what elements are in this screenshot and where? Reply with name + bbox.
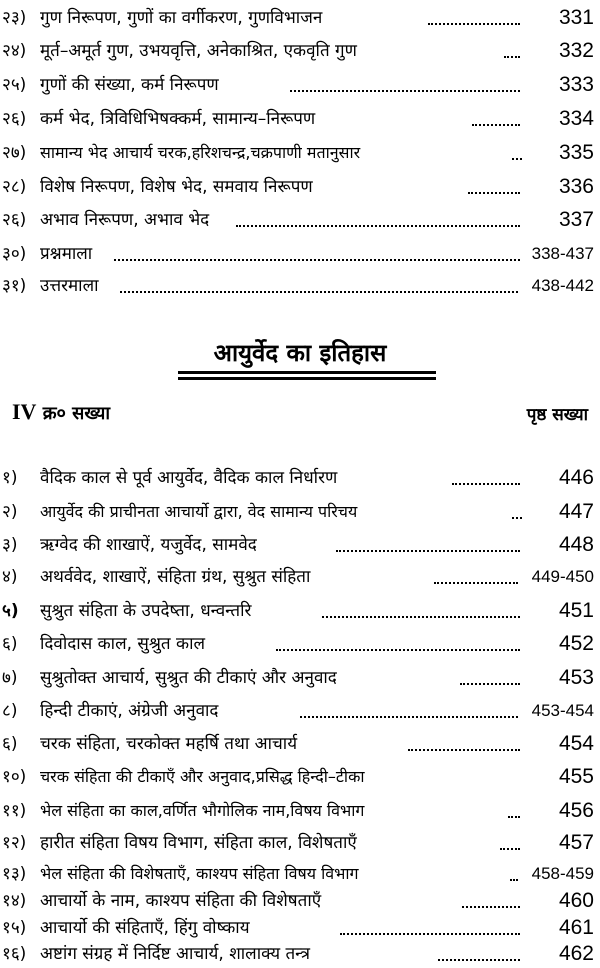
entry-page: 454 [558,732,594,755]
entry-page: 456 [558,799,594,822]
entry-number: २८) [2,177,27,197]
dot-leader [510,879,518,881]
entry-page: 331 [558,6,594,29]
entry-title: सुश्रुतोक्त आचार्य, सुश्रुत की टीकाएं और अनुवाद [40,668,337,688]
dot-leader [512,517,522,519]
entry-page: 458-459 [531,864,594,883]
entry-page: 336 [558,175,594,198]
toc-entry [0,860,600,888]
entry-number: ४) [2,567,18,587]
entry-page: 453 [558,666,594,689]
entry-title: ऋग्वेद की शाखाऐं, यजुर्वेद, सामवेद [40,535,257,555]
toc-entry [0,763,600,791]
entry-title: दिवोदास काल, सुश्रुत काल [40,634,206,654]
toc-entry [0,464,600,492]
entry-number: २५) [2,75,27,95]
entry-title: भेल संहिता का काल,वर्णित भौगोलिक नाम,विषय विभाग [40,801,365,820]
dot-leader [508,816,520,818]
entry-number: ३०) [2,244,27,264]
entry-page: 448 [558,533,594,556]
entry-number: ३१) [2,276,27,296]
part-numeral: IV [12,399,37,424]
entry-number: ७) [2,668,18,688]
entry-number: ८) [2,701,18,721]
toc-entry [0,887,600,915]
entry-page: 438-442 [531,276,594,295]
toc-entry [0,531,600,559]
toc-entry [0,563,600,591]
entry-page: 460 [558,889,594,912]
entry-title: अभाव निरूपण, अभाव भेद [40,210,210,230]
dot-leader [276,649,520,651]
toc-entry [0,797,600,825]
entry-title: सामान्य भेद आचार्य चरक,हरिशचन्द्र,चक्रपाणी मतानुसार [40,143,361,162]
entry-page: 334 [558,107,594,130]
toc-entry [0,630,600,658]
entry-title: चरक संहिता, चरकोक्त महर्षि तथा आचार्य [40,734,298,754]
dot-leader [452,483,520,485]
column-header-page: पृष्ठ सख्या [526,405,588,425]
entry-title: आयुर्वेद की प्राचीनता आचार्यो द्वारा, वेद सामान्य परिचय [40,502,358,521]
entry-page: 446 [558,466,594,489]
dot-leader [336,550,520,552]
entry-page: 338-437 [531,244,594,263]
entry-number: १२) [2,833,27,853]
entry-number: ५) [2,601,19,621]
entry-number: २३) [2,8,27,28]
entry-number: २) [2,502,18,522]
toc-entry [0,730,600,758]
section-title: आयुर्वेद का इतिहास [213,339,387,367]
entry-number: १४) [2,891,27,911]
dot-leader [340,933,520,935]
toc-entry [0,597,600,625]
entry-number: १०) [2,767,27,787]
entry-page: 447 [558,500,594,523]
dot-leader [500,848,520,850]
entry-number: ३) [2,535,18,555]
toc-entry [0,940,600,968]
entry-number: ११) [2,801,27,821]
serial-label: क्र० सख्या [42,403,110,424]
entry-page: 449-450 [531,567,594,586]
entry-number: ६) [2,634,18,654]
toc-entry [0,914,600,942]
toc-entry [0,498,600,526]
entry-title: कर्म भेद, त्रिविधिभिषक्कर्म, सामान्य–निरूपण [40,109,316,129]
entry-title: आचार्यो की संहिताएँ, हिंगु वोष्काय [40,918,250,938]
entry-title: हारीत संहिता विषय विभाग, संहिता काल, विशेषताएँ [40,833,357,853]
dot-leader [300,716,518,718]
entry-number: १) [2,468,18,488]
entry-page: 453-454 [531,701,594,720]
entry-page: 337 [558,208,594,231]
entry-title: गुणों की संख्या, कर्म निरूपण [40,75,219,95]
entry-page: 452 [558,632,594,655]
entry-number: १५) [2,918,27,938]
dot-leader [460,683,520,685]
entry-page: 333 [558,73,594,96]
entry-number: २६) [2,210,27,230]
entry-page: 451 [558,599,594,622]
entry-title: आचार्यो के नाम, काश्यप संहिता की विशेषताएँ [40,891,322,911]
dot-leader [322,616,520,618]
entry-number: १३) [2,864,27,884]
toc-entry [0,697,600,725]
entry-number: २७) [2,143,27,163]
entry-page: 462 [558,942,594,965]
entry-title: अष्टांग संग्रह में निर्दिष्ट आचार्य, शालाक्य तन्त्र [40,944,311,964]
entry-title: सुश्रुत संहिता के उपदेष्ता, धन्वन्तरि [40,601,252,621]
toc-entry [0,829,600,857]
entry-title: विशेष निरूपण, विशेष भेद, समवाय निरूपण [40,177,313,197]
entry-page: 461 [558,916,594,939]
toc-entry [0,664,600,692]
entry-page: 457 [558,831,594,854]
dot-leader [462,906,520,908]
entry-title: मूर्त–अमूर्त गुण, उभयवृत्ति, अनेकाश्रित, एकवृति गुण [40,41,357,61]
entry-page: 455 [558,765,594,788]
entry-title: अथर्ववेद, शाखाऐं, संहिता ग्रंथ, सुश्रुत संहिता [40,567,311,587]
dot-leader [434,582,518,584]
entry-number: १६) [2,944,27,964]
entry-title: भेल संहिता की विशेषताएँ, काश्यप संहिता विषय विभाग [40,864,359,883]
entry-title: गुण निरूपण, गुणों का वर्गीकरण, गुणविभाजन [40,8,323,28]
entry-number: २६) [2,109,27,129]
entry-title: वैदिक काल से पूर्व आयुर्वेद, वैदिक काल निर्धारण [40,468,338,488]
entry-title: हिन्दी टीकाएं, अंग्रेजी अनुवाद [40,701,219,721]
entry-title: चरक संहिता की टीकाएँ और अनुवाद,प्रसिद्ध हिन्दी–टीका [40,767,365,786]
entry-page: 332 [558,39,594,62]
dot-leader [408,749,520,751]
entry-page: 335 [558,141,594,164]
entry-number: ६) [2,734,18,754]
entry-number: २४) [2,41,27,61]
entry-title: उत्तरमाला [40,276,99,296]
entry-title: प्रश्नमाला [40,244,93,264]
